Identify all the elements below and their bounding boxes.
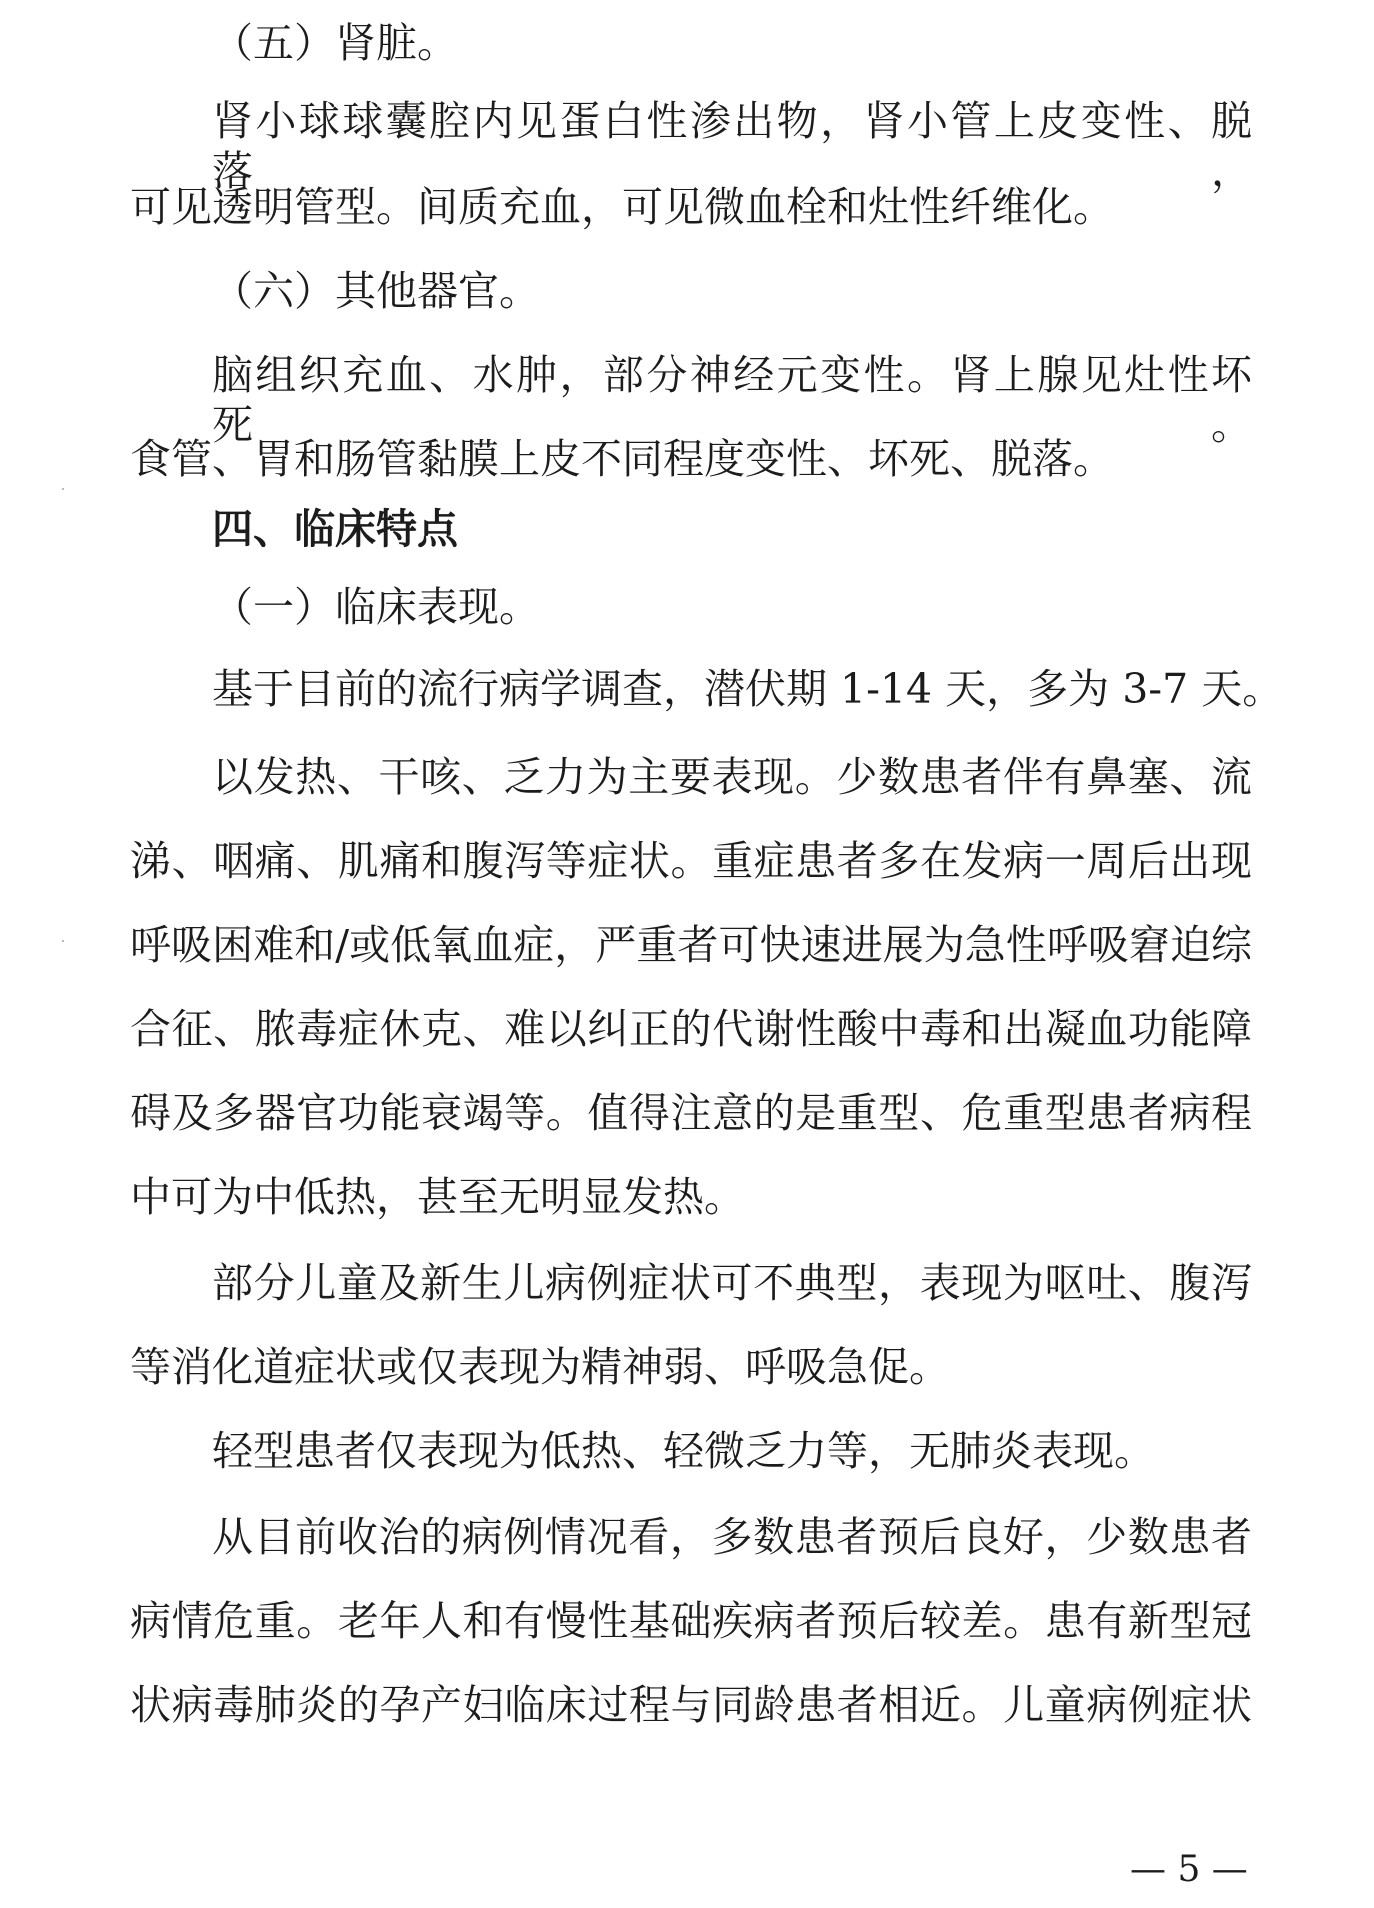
scan-speck: [62, 488, 64, 490]
prognosis-paragraph-line: 状病毒肺炎的孕产妇临床过程与同龄患者相近。儿童病例症状: [130, 1681, 1252, 1729]
symptoms-paragraph-line: 中可为中低热，甚至无明显发热。: [130, 1173, 745, 1221]
symptoms-paragraph-line: 以发热、干咳、乏力为主要表现。少数患者伴有鼻塞、流: [212, 753, 1252, 801]
section-5-title: （五）肾脏。: [212, 19, 458, 67]
symptoms-paragraph-line: 涕、咽痛、肌痛和腹泻等症状。重症患者多在发病一周后出现: [130, 837, 1252, 885]
section-6-body-line: 食管、胃和肠管黏膜上皮不同程度变性、坏死、脱落。: [130, 435, 1114, 483]
subsection-1-title: （一）临床表现。: [212, 583, 540, 631]
chapter-4-heading: 四、临床特点: [212, 505, 458, 553]
page-number: — 5 —: [1130, 1849, 1248, 1890]
prognosis-paragraph-line: 病情危重。老年人和有慢性基础疾病者预后较差。患有新型冠: [130, 1597, 1252, 1645]
symptoms-paragraph-line: 呼吸困难和/或低氧血症，严重者可快速进展为急性呼吸窘迫综: [130, 921, 1252, 969]
scan-speck: [62, 940, 64, 942]
children-paragraph-line: 部分儿童及新生儿病例症状可不典型，表现为呕吐、腹泻: [212, 1259, 1252, 1307]
section-6-title: （六）其他器官。: [212, 267, 540, 315]
prognosis-paragraph-line: 从目前收治的病例情况看，多数患者预后良好，少数患者: [212, 1513, 1252, 1561]
section-5-body-line: 可见透明管型。间质充血，可见微血栓和灶性纤维化。: [130, 183, 1114, 231]
incubation-paragraph: 基于目前的流行病学调查，潜伏期 1-14 天，多为 3-7 天。: [212, 665, 1284, 713]
symptoms-paragraph-line: 合征、脓毒症休克、难以纠正的代谢性酸中毒和出凝血功能障: [130, 1005, 1252, 1053]
section-6-body-line: 脑组织充血、水肿，部分神经元变性。肾上腺见灶性坏死。: [212, 351, 1252, 449]
symptoms-paragraph-line: 碍及多器官功能衰竭等。值得注意的是重型、危重型患者病程: [130, 1089, 1252, 1137]
children-paragraph-line: 等消化道症状或仅表现为精神弱、呼吸急促。: [130, 1343, 950, 1391]
section-5-body-line: 肾小球球囊腔内见蛋白性渗出物，肾小管上皮变性、脱落，: [212, 97, 1252, 195]
mild-cases-paragraph: 轻型患者仅表现为低热、轻微乏力等，无肺炎表现。: [212, 1427, 1155, 1475]
